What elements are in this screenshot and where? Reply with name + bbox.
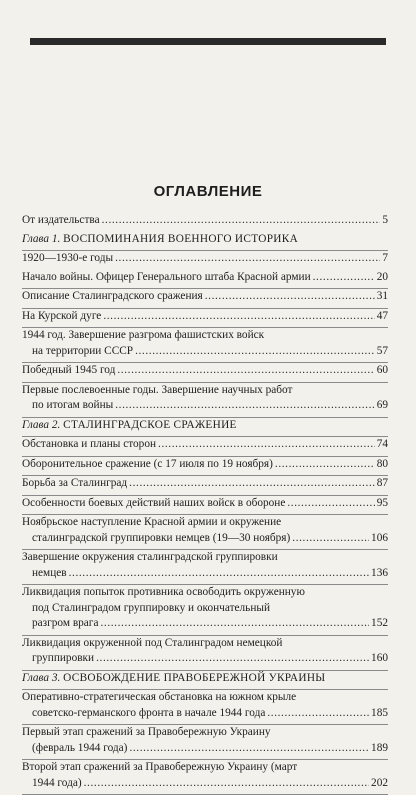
chapter-label: Глава 1. <box>22 232 61 245</box>
page-number: 136 <box>371 566 388 579</box>
toc-entry <box>22 437 388 457</box>
page-number: 202 <box>371 776 388 789</box>
chapter-heading <box>22 232 388 252</box>
page-number: 152 <box>371 617 388 629</box>
toc-entry-text: Оперативно-стратегическая обстановка на южном крыле <box>22 691 297 703</box>
chapter-label: Глава 3. <box>22 671 61 684</box>
toc-entry <box>22 690 388 725</box>
table-of-contents <box>22 213 388 795</box>
toc-entry <box>22 585 388 636</box>
dot-leader <box>100 616 369 632</box>
toc-entry-text: Начало войны. Офицер Генерального штаба Красной армии <box>22 270 311 283</box>
toc-entry <box>22 496 388 516</box>
page-number: 57 <box>376 344 388 357</box>
dot-leader <box>117 363 374 379</box>
dot-leader <box>69 566 369 582</box>
toc-entry-text: Первые послевоенные годы. Завершение научных работ <box>22 383 293 396</box>
dot-leader <box>115 398 374 414</box>
toc-entry-text: Ноябрьское наступление Красной армии и окружение <box>22 516 282 528</box>
dot-leader <box>205 289 375 305</box>
dot-leader <box>129 741 369 757</box>
toc-entry-text: (февраль 1944 года) <box>32 741 128 754</box>
dot-leader <box>292 531 369 547</box>
dot-leader <box>135 344 375 360</box>
toc-entry-text: 1944 год. Завершение разгрома фашистских войск <box>22 329 265 341</box>
top-rule <box>30 38 386 45</box>
toc-entry <box>22 383 388 418</box>
toc-entry-text: 1920—1930-е годы <box>22 252 114 264</box>
toc-entry <box>22 550 388 585</box>
toc-entry <box>22 270 388 290</box>
toc-entry-text: Особенности боевых действий наших войск в обороне <box>22 496 286 509</box>
toc-entry-text: Первый этап сражений за Правобережную Украину <box>22 726 271 738</box>
page-number: 20 <box>376 270 388 283</box>
toc-entry-text: советско-германского фронта в начале 1944 года <box>32 706 266 719</box>
toc-entry-text: Завершение окружения сталинградской группировки <box>22 551 278 563</box>
page-number: 189 <box>371 741 388 754</box>
dot-leader <box>275 457 375 473</box>
dot-leader <box>313 270 375 286</box>
toc-entry-text: разгром врага <box>32 617 99 629</box>
toc-entry-text: Борьба за Сталинград <box>22 477 128 489</box>
toc-entry-text: Оборонительное сражение (с 17 июля по 19 ноября) <box>22 457 273 470</box>
page-number: 7 <box>382 252 388 264</box>
toc-entry-text: Обстановка и планы сторон <box>22 438 157 450</box>
toc-entry <box>22 476 388 496</box>
toc-entry-text: Ликвидация попыток противника освободить окруженную <box>22 586 305 598</box>
page-number: 74 <box>376 438 388 450</box>
toc-entry-text: Второй этап сражений за Правобережную Украину (март <box>22 761 298 773</box>
chapter-title: ВОСПОМИНАНИЯ ВОЕННОГО ИСТОРИКА <box>63 232 299 245</box>
toc-entry <box>22 363 388 383</box>
toc-entry <box>22 213 388 232</box>
chapter-heading <box>22 418 388 438</box>
page-number: 69 <box>376 399 388 411</box>
page-number: 95 <box>376 496 388 509</box>
toc-entry <box>22 289 388 309</box>
toc-entry <box>22 309 388 329</box>
page-number: 87 <box>376 477 388 489</box>
chapter-label: Глава 2. <box>22 418 61 431</box>
toc-entry-text: немцев <box>32 566 67 579</box>
toc-entry-text: Победный 1945 год <box>22 364 116 376</box>
page-number: 160 <box>371 652 388 664</box>
toc-entry <box>22 515 388 550</box>
toc-entry-text: по итогам войны <box>32 399 114 411</box>
dot-leader <box>267 706 369 722</box>
dot-leader <box>129 476 375 492</box>
toc-entry-text: под Сталинградом группировку и окончательный <box>32 601 270 614</box>
dot-leader <box>84 776 369 792</box>
dot-leader <box>102 213 381 229</box>
page-number: 47 <box>376 309 388 322</box>
toc-entry-text: Описание Сталинградского сражения <box>22 290 203 302</box>
toc-entry-text: сталинградской группировки немцев (19—30 ноября) <box>32 531 291 544</box>
toc-entry <box>22 328 388 363</box>
page-number: 106 <box>371 531 388 544</box>
page-number: 60 <box>376 364 388 376</box>
dot-leader <box>158 437 375 453</box>
dot-leader <box>115 251 380 267</box>
toc-entry-text: На Курской дуге <box>22 309 102 322</box>
toc-entry-text: группировки <box>32 652 95 664</box>
dot-leader <box>287 496 374 512</box>
chapter-heading <box>22 671 388 691</box>
toc-entry <box>22 457 388 477</box>
page-number: 5 <box>382 214 388 226</box>
toc-entry-text: 1944 года) <box>32 776 82 789</box>
page-number: 31 <box>376 290 388 302</box>
chapter-title: СТАЛИНГРАДСКОЕ СРАЖЕНИЕ <box>63 418 237 431</box>
page-number: 185 <box>371 706 388 719</box>
toc-entry-text: Ликвидация окруженной под Сталинградом немецкой <box>22 636 283 649</box>
dot-leader <box>103 309 374 325</box>
toc-entry <box>22 636 388 671</box>
chapter-title: ОСВОБОЖДЕНИЕ ПРАВОБЕРЕЖНОЙ УКРАИНЫ <box>63 671 326 684</box>
page-title: ОГЛАВЛЕНИЕ <box>153 183 263 200</box>
page-number: 80 <box>376 457 388 470</box>
toc-entry <box>22 725 388 760</box>
toc-entry-text: От издательства <box>22 214 100 226</box>
toc-entry <box>22 251 388 270</box>
toc-entry <box>22 760 388 795</box>
dot-leader <box>96 651 369 667</box>
toc-entry-text: на территории СССР <box>32 344 134 357</box>
